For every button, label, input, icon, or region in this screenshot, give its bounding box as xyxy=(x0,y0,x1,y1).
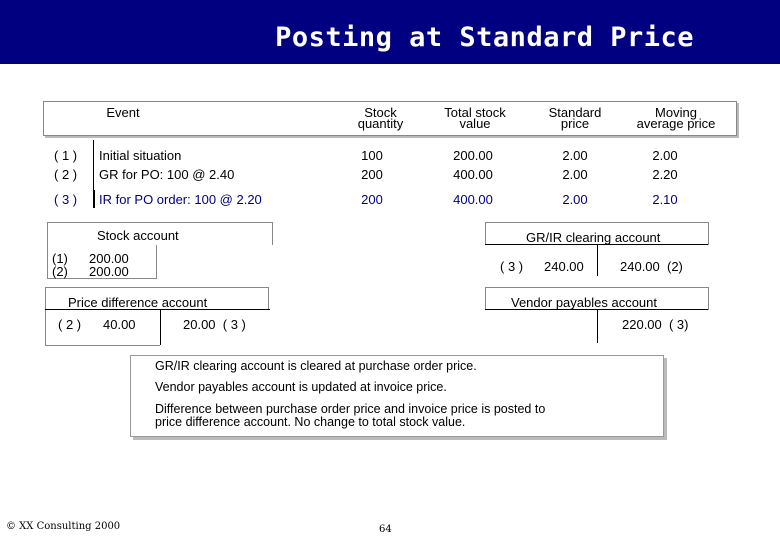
row-qty: 200 xyxy=(361,167,383,182)
note-line-2: Vendor payables account is updated at invoice price. xyxy=(155,380,447,394)
row-value: 400.00 xyxy=(453,167,493,182)
row-event: Initial situation xyxy=(99,148,182,163)
row-qty: 200 xyxy=(361,192,383,207)
row-value: 400.00 xyxy=(453,192,493,207)
row-qty: 100 xyxy=(361,148,383,163)
stock-ref-2: (2) xyxy=(52,264,68,279)
row-value: 200.00 xyxy=(453,148,493,163)
price-diff-account-divider xyxy=(160,309,161,345)
grir-debit: 240.00 xyxy=(544,259,584,274)
note-line-3b: price difference account. No change to total stock value. xyxy=(155,415,466,429)
vendor-account-divider xyxy=(597,309,598,343)
row-moving-price: 2.20 xyxy=(652,167,678,182)
row-moving-price: 2.00 xyxy=(652,148,678,163)
header-moving-average-price: Moving average price xyxy=(636,105,716,131)
price-diff-ref: ( 2 ) xyxy=(58,317,82,332)
price-diff-debit: 40.00 xyxy=(103,317,136,332)
row-separator-bold xyxy=(93,190,95,208)
price-diff-account-title: Price difference account xyxy=(68,295,208,310)
stock-value-2: 200.00 xyxy=(89,264,129,279)
row-event: IR for PO order: 100 @ 2.20 xyxy=(99,192,262,207)
header-standard-price: Standard price xyxy=(548,105,602,131)
header-total-stock-value: Total stock value xyxy=(444,105,506,131)
page-title: Posting at Standard Price xyxy=(275,22,694,53)
row-number: ( 1 ) xyxy=(54,148,78,163)
note-line-3a: Difference between purchase order price and invoice price is posted to xyxy=(155,402,546,416)
page-number: 64 xyxy=(379,524,392,535)
notes-box xyxy=(130,355,664,437)
row-event: GR for PO: 100 @ 2.40 xyxy=(99,167,235,182)
grir-ref: ( 3 ) xyxy=(500,259,524,274)
row-number: ( 2 ) xyxy=(54,167,78,182)
vendor-credit: 220.00 ( 3) xyxy=(622,317,689,332)
price-diff-credit: 20.00 ( 3 ) xyxy=(183,317,246,332)
header-stock-quantity: Stock quantity xyxy=(357,105,404,131)
grir-account-divider xyxy=(597,244,598,276)
note-line-1: GR/IR clearing account is cleared at purchase order price. xyxy=(155,359,477,373)
stock-ref-1: (1) xyxy=(52,251,68,266)
row-std-price: 2.00 xyxy=(562,192,588,207)
stock-value-1: 200.00 xyxy=(89,251,129,266)
stock-account-title: Stock account xyxy=(97,228,179,243)
footer-copyright: © XX Consulting 2000 xyxy=(6,521,121,532)
grir-credit: 240.00 (2) xyxy=(620,259,683,274)
row-number: ( 3 ) xyxy=(54,192,78,207)
vendor-account-title: Vendor payables account xyxy=(511,295,657,310)
row-std-price: 2.00 xyxy=(562,167,588,182)
row-std-price: 2.00 xyxy=(562,148,588,163)
header-event: Event xyxy=(106,105,140,120)
row-moving-price: 2.10 xyxy=(652,192,678,207)
grir-account-title: GR/IR clearing account xyxy=(526,230,661,245)
